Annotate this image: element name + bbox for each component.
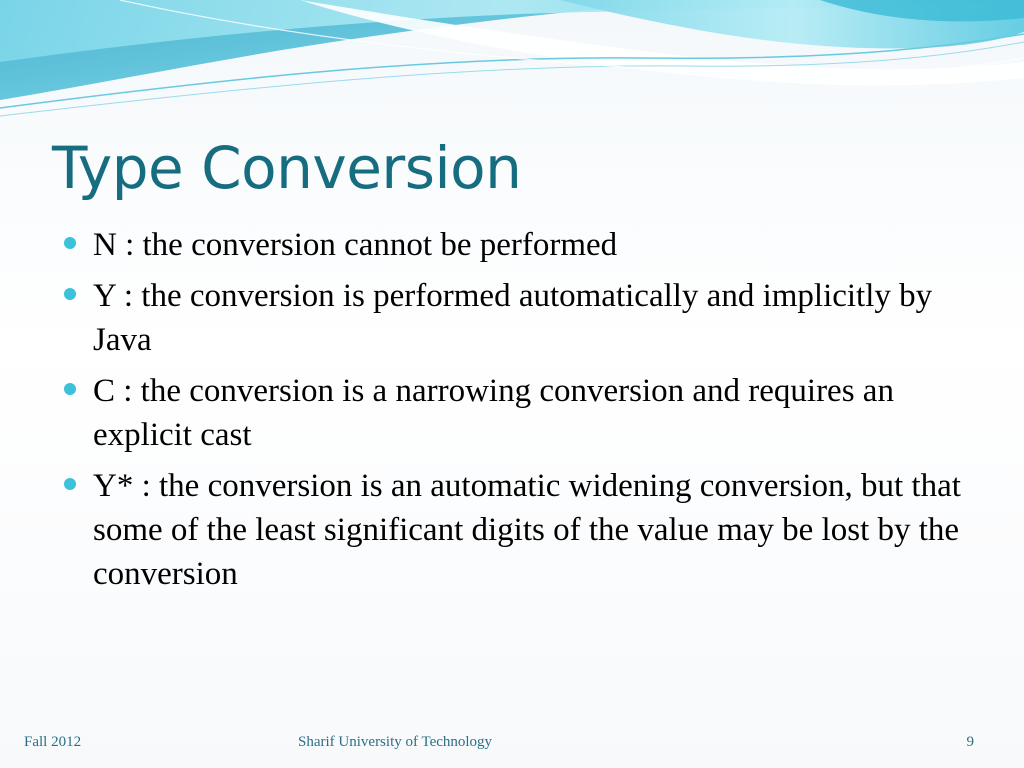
bullet-text: C : the conversion is a narrowing conversion and requires an explicit cast	[93, 373, 894, 453]
bullet-text: Y* : the conversion is an automatic widening conversion, but that some of the least significant digits of the value may be lost by the conversion	[93, 468, 961, 592]
bullet-item-n	[60, 223, 980, 267]
bullet-text: N : the conversion cannot be performed	[93, 227, 618, 263]
footer-institution: Sharif University of Technology	[298, 734, 493, 750]
bullet-dot-icon	[64, 288, 76, 300]
bullet-item-y	[60, 274, 980, 362]
bullet-dot-icon	[64, 478, 76, 490]
bullet-dot-icon	[64, 237, 76, 249]
bullet-dot-icon	[64, 383, 76, 395]
footer-page-number: 9	[966, 734, 974, 750]
bullet-item-y-star	[60, 464, 980, 596]
slide-title: Type Conversion	[52, 134, 522, 202]
bullet-text: Y : the conversion is performed automatically and implicitly by Java	[93, 278, 933, 358]
header-wave-decoration	[0, 0, 1024, 130]
bullet-list	[60, 223, 980, 603]
bullet-item-c	[60, 369, 980, 457]
footer-date: Fall 2012	[24, 734, 82, 750]
